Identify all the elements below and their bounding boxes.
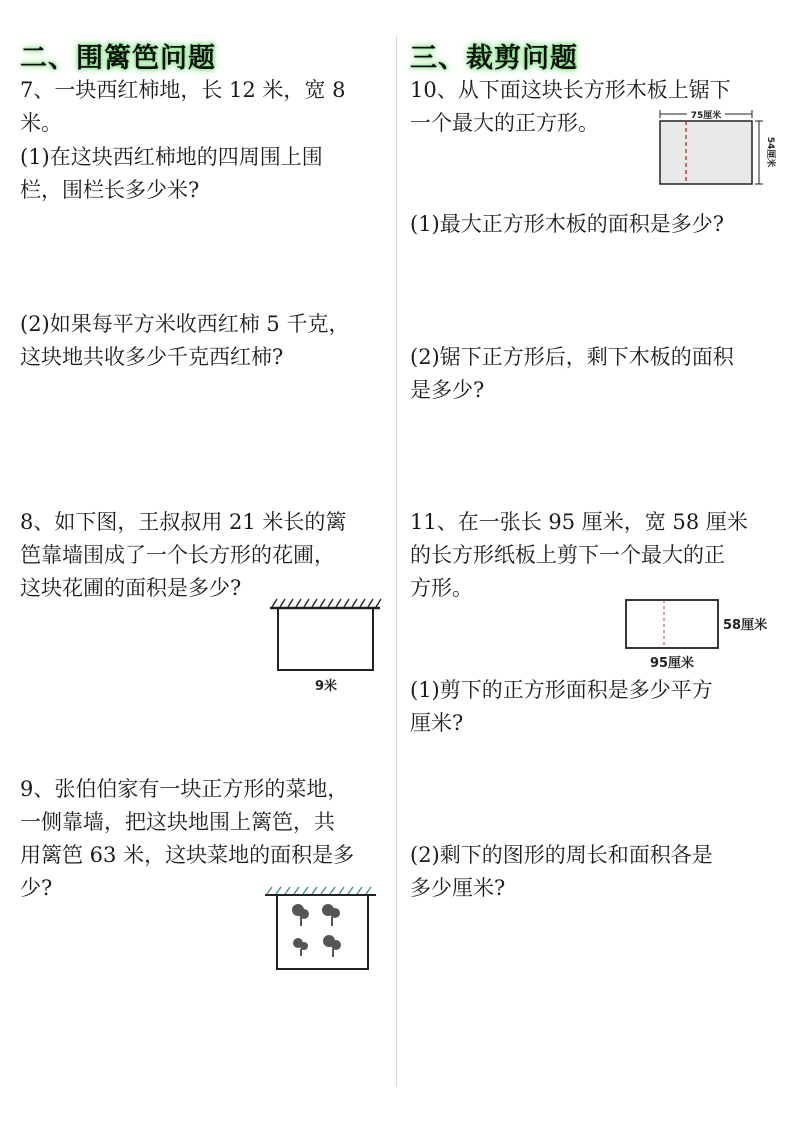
q10-line2: 一个最大的正方形。 <box>410 111 599 135</box>
q8-line2: 笆靠墙围成了一个长方形的花圃， <box>20 543 335 567</box>
q10-part1: (1)最大正方形木板的面积是多少? <box>410 212 725 236</box>
cardboard-rectangle <box>626 600 718 648</box>
q11-line2: 的长方形纸板上剪下一个最大的正 <box>410 543 725 567</box>
q11-part1-line2: 厘米? <box>410 711 464 735</box>
board-length-label: 75厘米 <box>690 111 722 121</box>
cardboard-width-label: 58厘米 <box>723 618 768 633</box>
q7-part1-line2: 栏，围栏长多少米? <box>20 178 200 202</box>
cardboard-length-label: 95厘米 <box>649 656 695 671</box>
q11-part2-line2: 多少厘米? <box>410 876 506 900</box>
q10-line1: 10、从下面这块长方形木板上锯下 <box>410 78 731 102</box>
garden-width-label: 9米 <box>314 679 338 694</box>
q7-part2-line2: 这块地共收多少千克西红柿? <box>20 345 284 369</box>
wood-board-figure <box>656 106 776 188</box>
vegetable-icon <box>323 935 341 957</box>
board-width-label: 54厘米 <box>765 136 775 168</box>
column-divider <box>396 36 397 1086</box>
wood-board <box>660 121 752 184</box>
q11-part2-line1: (2)剩下的图形的周长和面积各是 <box>410 843 713 867</box>
q9-line4: 少? <box>20 876 53 900</box>
cardboard-figure <box>623 596 783 672</box>
fence-outline <box>278 608 373 670</box>
vegetable-icon <box>292 904 309 926</box>
wall-hatching <box>272 599 381 607</box>
q7-part2-line1: (2)如果每平方米收西红柿 5 千克， <box>20 312 350 336</box>
q9-line1: 9、张伯伯家有一块正方形的菜地， <box>20 777 349 801</box>
q8-line1: 8、如下图，王叔叔用 21 米长的篱 <box>20 510 347 534</box>
q10-part2-line1: (2)锯下正方形后，剩下木板的面积 <box>410 345 734 369</box>
q9-line2: 一侧靠墙，把这块地围上篱笆，共 <box>20 810 335 834</box>
q10-part2-line2: 是多少? <box>410 378 485 402</box>
q7-stem-line2: 米。 <box>20 111 62 135</box>
vegetable-icon <box>293 938 308 956</box>
q7-part1-line1: (1)在这块西红柿地的四周围上围 <box>20 145 323 169</box>
vegetable-plot-figure <box>262 883 380 973</box>
q11-line1: 11、在一张长 95 厘米，宽 58 厘米 <box>410 510 748 534</box>
fence-outline <box>277 895 368 969</box>
q11-line3: 方形。 <box>410 576 473 600</box>
q9-line3: 用篱笆 63 米，这块菜地的面积是多 <box>20 843 355 867</box>
q7-stem-line1: 7、一块西红柿地，长 12 米，宽 8 <box>20 78 346 102</box>
vegetable-icons <box>292 904 341 957</box>
vegetable-icon <box>322 904 340 926</box>
section-title-cutting: 三、裁剪问题 <box>410 43 578 74</box>
garden-figure <box>265 596 390 698</box>
wall-hatching <box>267 887 371 894</box>
q11-part1-line1: (1)剪下的正方形面积是多少平方 <box>410 678 713 702</box>
section-title-fence: 二、围篱笆问题 <box>20 43 216 74</box>
q8-line3: 这块花圃的面积是多少? <box>20 576 242 600</box>
